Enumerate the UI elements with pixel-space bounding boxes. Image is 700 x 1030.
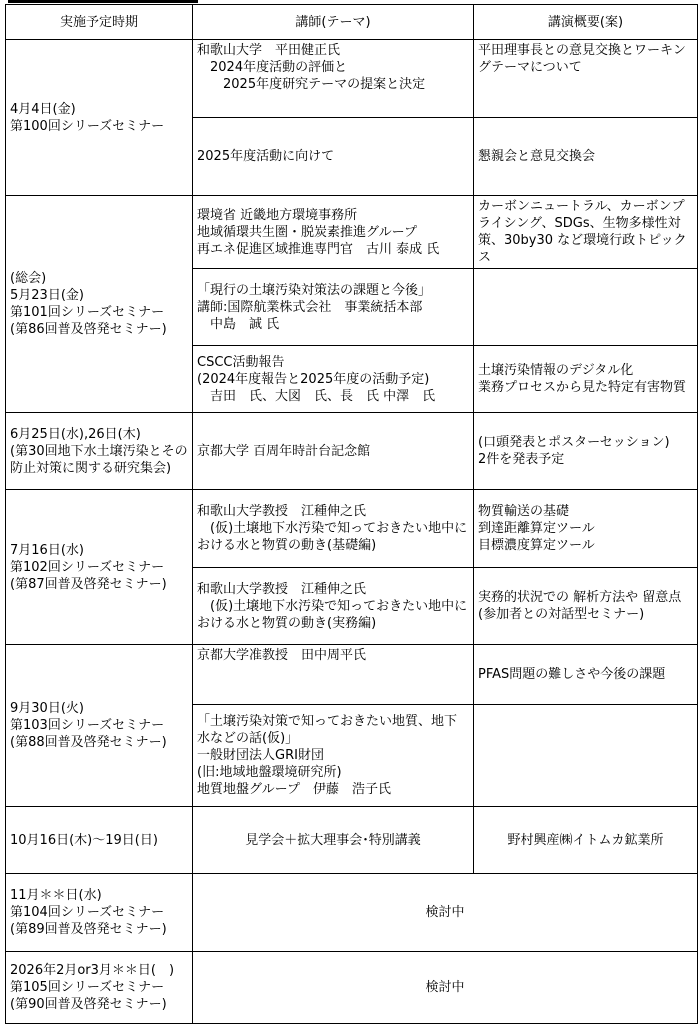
- summary-cell: 懇親会と意見交換会: [474, 118, 698, 196]
- summary-cell: [474, 705, 698, 807]
- lecturer-cell: CSCC活動報告 (2024年度報告と2025年度の活動予定) 吉田 氏、大図 氏、長 氏 中澤 氏: [193, 346, 474, 413]
- schedule-table: [5, 4, 698, 1024]
- header-lecturer: 講師(テーマ): [193, 5, 474, 40]
- lecturer-cell: 「現行の土壌汚染対策法の課題と今後」 講師:国際航業株式会社 事業統括本部 中島 誠 氏: [193, 269, 474, 346]
- lecturer-cell: 京都大学 百周年時計台記念館: [193, 413, 474, 490]
- table-row: [6, 413, 698, 490]
- lecturer-cell: 和歌山大学教授 江種伸之氏 (仮)土壌地下水汚染で知っておきたい地中における水と物質の動き(基礎編): [193, 490, 474, 568]
- merged-status-cell: 検討中: [193, 952, 698, 1024]
- summary-cell: 土壌汚染情報のデジタル化 業務プロセスから見た特定有害物質: [474, 346, 698, 413]
- table-row: [6, 196, 698, 269]
- date-cell: 4月4日(金) 第100回シリーズセミナー: [6, 40, 193, 196]
- summary-cell: カーボンニュートラル、カーボンプライシング、SDGs、生物多様性対策、30by30 など環境行政トピックス: [474, 196, 698, 269]
- date-cell: (総会) 5月23日(金) 第101回シリーズセミナー (第86回普及啓発セミナー): [6, 196, 193, 413]
- table-row: [6, 807, 698, 874]
- header-date: 実施予定時期: [6, 5, 193, 40]
- lecturer-cell: 京都大学准教授 田中周平氏: [193, 645, 474, 705]
- lecturer-cell: 「土壌汚染対策で知っておきたい地質、地下水などの話(仮)」 一般財団法人GRI財団 (旧:地域地盤環境研究所) 地質地盤グループ 伊藤 浩子氏: [193, 705, 474, 807]
- lecturer-cell: 環境省 近畿地方環境事務所 地域循環共生圏・脱炭素推進グループ 再エネ促進区域推進専門官 古川 泰成 氏: [193, 196, 474, 269]
- summary-cell: 物質輸送の基礎 到達距離算定ツール 目標濃度算定ツール: [474, 490, 698, 568]
- header-summary: 講演概要(案): [474, 5, 698, 40]
- lecturer-cell: 和歌山大学教授 江種伸之氏 (仮)土壌地下水汚染で知っておきたい地中における水と物質の動き(実務編): [193, 568, 474, 645]
- summary-cell: 野村興産㈱イトムカ鉱業所: [474, 807, 698, 874]
- lecturer-cell: 見学会＋拡大理事会･特別講義: [193, 807, 474, 874]
- summary-cell: 平田理事長との意見交換とワーキングテーマについて: [474, 40, 698, 118]
- date-cell: 7月16日(水) 第102回シリーズセミナー (第87回普及啓発セミナー): [6, 490, 193, 645]
- header-rule: [8, 0, 198, 3]
- table-row: [6, 874, 698, 952]
- summary-cell: PFAS問題の難しさや今後の課題: [474, 645, 698, 705]
- lecturer-cell: 和歌山大学 平田健正氏 2024年度活動の評価と 2025年度研究テーマの提案と決定: [193, 40, 474, 118]
- lecturer-cell: 2025年度活動に向けて: [193, 118, 474, 196]
- table-row: [6, 952, 698, 1024]
- summary-cell: [474, 269, 698, 346]
- header-row: [6, 5, 698, 40]
- merged-status-cell: 検討中: [193, 874, 698, 952]
- summary-cell: 実務的状況での 解析方法や 留意点 (参加者との対話型セミナー): [474, 568, 698, 645]
- table-row: [6, 490, 698, 568]
- summary-cell: (口頭発表とポスターセッション) 2件を発表予定: [474, 413, 698, 490]
- date-cell: 2026年2月or3月＊＊日( ) 第105回シリーズセミナー (第90回普及啓発セミナー): [6, 952, 193, 1024]
- date-cell: 6月25日(水),26日(木) (第30回地下水土壌汚染とその防止対策に関する研究集会): [6, 413, 193, 490]
- table-row: [6, 645, 698, 705]
- date-cell: 10月16日(木)～19日(日): [6, 807, 193, 874]
- table-row: [6, 40, 698, 118]
- date-cell: 9月30日(火) 第103回シリーズセミナー (第88回普及啓発セミナー): [6, 645, 193, 807]
- date-cell: 11月＊＊日(水) 第104回シリーズセミナー (第89回普及啓発セミナー): [6, 874, 193, 952]
